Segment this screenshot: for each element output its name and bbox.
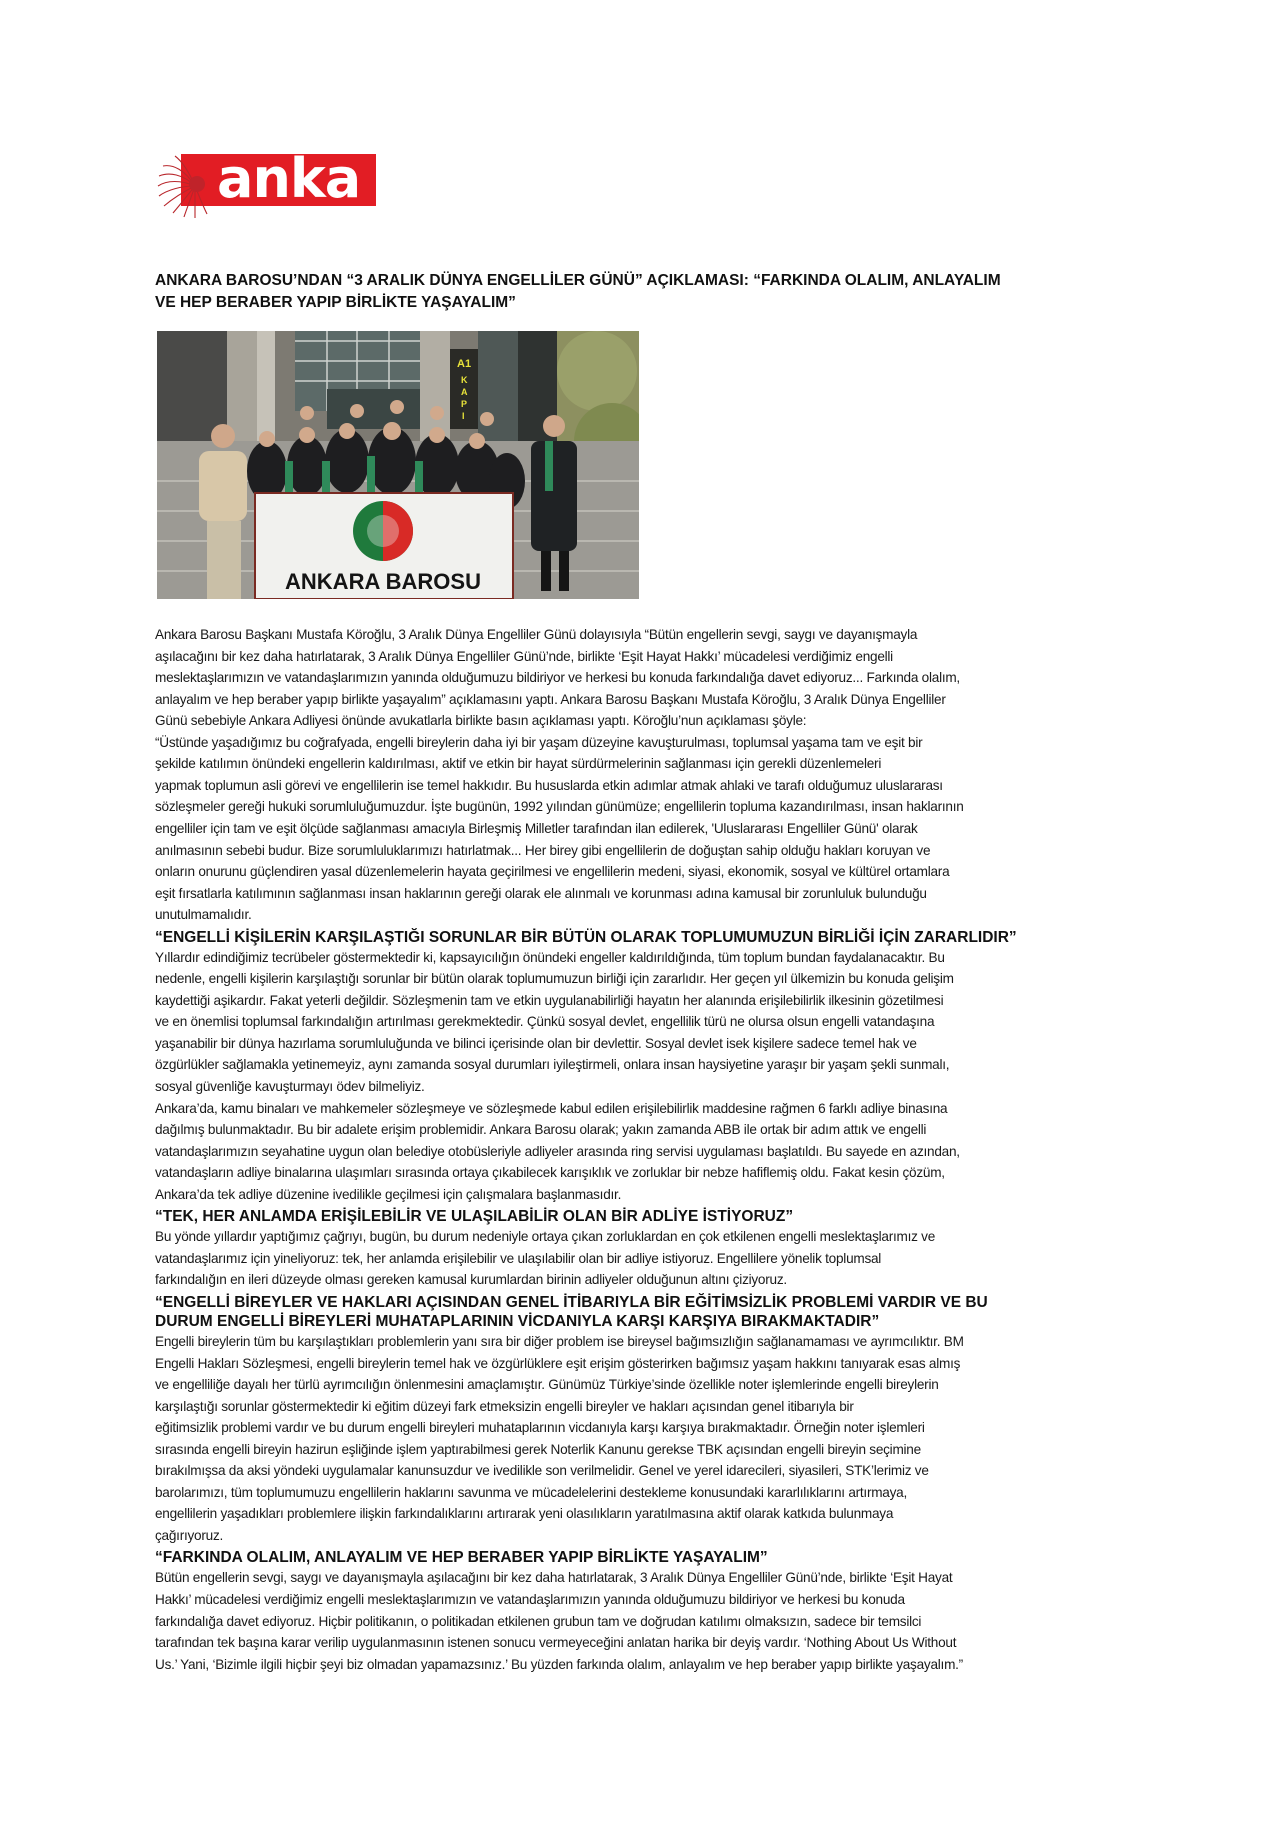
svg-text:I: I xyxy=(462,411,465,421)
paragraph-line: Günü sebebiyle Ankara Adliyesi önünde avukatlarla birlikte basın açıklaması yaptı. Köroğlu’nun açıklaması şöyle: xyxy=(155,713,807,729)
paragraph-line: Us.’ Yani, ‘Bizimle ilgili hiçbir şeyi biz olmadan yapamazsınız.’ Bu yüzden farkında olalım, anlayalım ve hep beraber yapıp birlikte yaşayalım.” xyxy=(155,1656,963,1672)
photo-banner xyxy=(255,493,513,599)
photo-illustration xyxy=(157,331,639,599)
paragraph-line: Bu yönde yıllardır yaptığımız çağrıyı, bugün, bu durum nedeniyle ortaya çıkan zorluklardan en çok etkilenen engelli meslektaşlarımız ve xyxy=(155,1229,936,1245)
paragraph-line: sosyal güvenliğe kavuşturmayı ödev bilmeliyiz. xyxy=(155,1079,425,1094)
paragraph-line: Ankara’da tek adliye düzenine ivedilikle geçilmesi için çalışmalara başlanmasıdır. xyxy=(155,1186,622,1202)
paragraph-line: yaşanabilir bir dünya hazırlama sorumluluğunda ve bilinci içerisinde olan bir devlettir. Sosyal devlet isek kişilere sadece temel hak ve xyxy=(155,1035,917,1051)
paragraph-line: vatandaşlarımızın seyahatine uygun olan belediye otobüsleriyle adliyeler arasında ring servisi uygulaması başlatıldı. Bu sayede en azından, xyxy=(155,1143,960,1159)
paragraph-line: sözleşmeler gereği hukuki sorumluluğumuzdur. İşte bugünün, 1992 yılından günümüze; engellilerin topluma kazandırılması, insan haklarının xyxy=(155,799,964,815)
svg-text:A1: A1 xyxy=(457,358,472,370)
section-heading: DURUM ENGELLİ BİREYLERİ MUHATAPLARININ VİCDANIYLA KARŞI KARŞIYA BIRAKMAKTADIR” xyxy=(155,1312,880,1330)
banner-text: ANKARA BAROSU xyxy=(285,569,481,594)
paragraph-line: onların onurunu güçlendiren yasal düzenlemelerin hayata geçirilmesi ve engellilerin medeni, siyasi, ekonomik, sosyal ve kültürel ortamlara xyxy=(155,864,950,880)
paragraph-line: engellilerin yaşadıkları problemlere ilişkin farkındalıklarını artırarak yeni olasılıkların yaratılmasına aktif olarak katkıda bulunmaya xyxy=(155,1506,894,1522)
paragraph-line: çağırıyoruz. xyxy=(155,1527,224,1543)
svg-text:A: A xyxy=(461,387,468,397)
paragraph-line: meslektaşlarımızın ve vatandaşlarımızın yanında olduğumuzu bildiriyor ve herkesi bu konuda farkındalığa davet ediyoruz... Farkında olalım, xyxy=(155,670,960,686)
paragraph-line: unutulmamalıdır. xyxy=(155,907,252,923)
paragraph-line: aşılacağını bir kez daha hatırlatarak, 3 Aralık Dünya Engelliler Günü’nde, birlikte ‘Eşit Hayat Hakkı’ mücadelesi verdiğimiz engelli xyxy=(155,648,893,664)
paragraph-line: ve engelliliğe dayalı her türlü ayrımcılığın önlenmesini amaçlamıştır. Günümüz Türkiye’sinde özellikle noter işlemlerinde engelli bireylerin xyxy=(155,1377,939,1393)
paragraph-line: kaydettiği aşikardır. Fakat yeterli değildir. Sözleşmenin tam ve etkin uygulanabilirliği hayatın her alanında erişilebilirlik ilkesinin gözetilmesi xyxy=(155,992,944,1008)
article-photo xyxy=(157,331,639,599)
paragraph-line: vatandaşların adliye binalarına ulaşımları sırasında ortaya çıkabilecek karışıklık ve zorluklar bir nebze hafiflemiş oldu. Fakat kesin çözüm, xyxy=(155,1165,945,1181)
paragraph-line: sırasında engelli bireyin hazirun eşliğinde işlem yaptırabilmesi gerek Noterlik Kanunu gerekse TBK açısından engelli bireyin seçimine xyxy=(155,1441,921,1457)
paragraph-line: Ankara Barosu Başkanı Mustafa Köroğlu, 3 Aralık Dünya Engelliler Günü dolayısıyla “Bütün engellerin sevgi, saygı ve dayanışmayla xyxy=(155,627,918,642)
paragraph-line: Hakkı’ mücadelesi verdiğimiz engelli meslektaşlarımızın ve vatandaşlarımızın yanında olduğumuzu bildiriyor ve herkesi bu konuda xyxy=(155,1592,905,1607)
title-line: VE HEP BERABER YAPIP BİRLİKTE YAŞAYALIM” xyxy=(155,294,516,311)
paragraph-line: özgürlükler sağlamakla yetinemeyiz, aynı zamanda sosyal durumları iyileştirmeli, onlara insan haysiyetine yaraşır bir yaşam şekli sunmalı, xyxy=(155,1057,950,1073)
paragraph-line: anılmasının sebebi budur. Bize sorumluluklarımızı hatırlatmak... Her birey gibi engellilerin de doğuştan sahip olduğu hakları koruyan ve xyxy=(155,842,931,858)
paragraph-line: bırakılmışsa da aksi yöndeki uygulamalar kanunsuzdur ve ivedilikle son verilmelidir. Genel ve yerel idarecileri, siyasileri, STK’lerimiz ve xyxy=(155,1463,929,1479)
logo-text: anka xyxy=(217,147,361,210)
paragraph-line: eşit fırsatlarla katılımının sağlanması insan haklarının gereği olarak ele alınmalı ve korunması adına kamusal bir zorunluluk bulunduğu xyxy=(155,885,927,901)
paragraph-line: vatandaşlarımız için yineliyoruz: tek, her anlamda erişilebilir ve ulaşılabilir olan bir adliye istiyoruz. Engellilere yönelik toplumsal xyxy=(155,1250,882,1266)
title-line: ANKARA BAROSU’NDAN “3 ARALIK DÜNYA ENGELLİLER GÜNÜ” AÇIKLAMASI: “FARKINDA OLALIM, ANLAYALIM xyxy=(155,272,1001,289)
section-heading: “ENGELLİ KİŞİLERİN KARŞILAŞTIĞI SORUNLAR BİR BÜTÜN OLARAK TOPLUMUMUZUN BİRLİĞİ İÇİN ZARARLIDIR” xyxy=(155,928,1017,946)
svg-text:K: K xyxy=(461,375,468,385)
paragraph-line: Ankara’da, kamu binaları ve mahkemeler sözleşmeye ve sözleşmede kabul edilen erişilebilirlik maddesine rağmen 6 farklı adliye binasına xyxy=(155,1100,948,1116)
paragraph-line: Engelli Hakları Sözleşmesi, engelli bireylerin temel hak ve özgürlüklere eşit erişim gösterirken bağımsız yaşam hakkını tanıyarak esas almış xyxy=(155,1355,961,1371)
paragraph-line: farkındalığın en ileri düzeyde olması gereken kamusal kurumlardan birinin adliyeler olduğunun altını çiziyoruz. xyxy=(155,1272,787,1288)
paragraph-line: dağılmış bulunmaktadır. Bu bir adalete erişim problemidir. Ankara Barosu olarak; yakın zamanda ABB ile ortak bir adım attık ve engelli xyxy=(155,1122,927,1138)
paragraph-line: engelliler için tam ve eşit ölçüde sağlanması amacıyla Birleşmiş Milletler tarafından ilan edilerek, 'Uluslararası Engelliler Günü' olarak xyxy=(155,820,918,836)
svg-text:P: P xyxy=(461,399,468,409)
paragraph-line: “Üstünde yaşadığımız bu coğrafyada, engelli bireylerin daha iyi bir yaşam düzeyine kavuşturulması, toplumsal yaşama tam ve eşit bir xyxy=(155,734,923,750)
paragraph-line: şekilde katılımın önündeki engellerin kaldırılması, aktif ve etkin bir hayat sürdürmelerinin sağlanması için gerekli düzenlemeleri xyxy=(155,756,882,772)
paragraph-line: yapmak toplumun asli görevi ve engellilerin ise temel hakkıdır. Bu hususlarda etkin adımlar atmak ahlaki ve tarafı olduğumuz uluslararası xyxy=(155,777,943,793)
paragraph-line: karşılaştığı sorunlar göstermektedir ki eğitim düzeyi fark etmeksizin engelli bireyler ve hakları açısından genel itibarıyla bir xyxy=(155,1398,854,1414)
paragraph-line: nedenle, engelli kişilerin karşılaştığı sorunlar bir bütün olarak toplumumuzun birliği için zararlıdır. Her geçen yıl ülkemizin bu konuda gelişim xyxy=(155,971,954,987)
section-heading: “TEK, HER ANLAMDA ERİŞİLEBİLİR VE ULAŞILABİLİR OLAN BİR ADLİYE İSTİYORUZ” xyxy=(155,1208,794,1226)
paragraph-line: Bütün engellerin sevgi, saygı ve dayanışmayla aşılacağını bir kez daha hatırlatarak, 3 Aralık Dünya Engelliler Günü’nde, birlikte ‘Eşit Hayat xyxy=(155,1570,953,1586)
paragraph-line: tarafından tek başına karar verilip uygulanmasının istenen sonucu vermeyeceğini anlatan harika bir deyiş vardır. ‘Nothing About Us Without xyxy=(155,1635,957,1651)
section-heading: “ENGELLİ BİREYLER VE HAKLARI AÇISINDAN GENEL İTİBARIYLA BİR EĞİTİMSİZLİK PROBLEMİ VARDIR VE BU xyxy=(155,1293,988,1311)
paragraph-line: ve en önemlisi toplumsal farkındalığın artırılması gerekmektedir. Çünkü sosyal devlet, engellilik türü ne olursa olsun engelli vatandaşına xyxy=(155,1014,935,1030)
paragraph-line: farkındalığa davet ediyoruz. Hiçbir politikanın, o politikadan etkilenen grubun tam ve doğrudan katılımı olmaksızın, sadece bir temsilci xyxy=(155,1613,922,1629)
paragraph-line: barolarımızı, tüm toplumumuzu engellilerin haklarını savunma ve mücadelelerini destekleme konusundaki kararlılıklarını artırmaya, xyxy=(155,1484,908,1500)
paragraph-line: Yıllardır edindiğimiz tecrübeler göstermektedir ki, kapsayıcılığın önündeki engeller kaldırıldığında, tüm toplum bundan faydalanacaktır. Bu xyxy=(155,949,945,965)
paragraph-line: Engelli bireylerin tüm bu karşılaştıkları problemlerin yanı sıra bir diğer problem ise bireysel bağımsızlığın sağlanamaması ve ayrımcılıktır. BM xyxy=(155,1333,964,1349)
anka-logo xyxy=(155,147,380,222)
paragraph-line: eğitimsizlik problemi vardır ve bu durum engelli bireyleri muhataplarının vicdanıyla karşı karşıya bırakmaktadır. Örneğin noter işlemleri xyxy=(155,1420,925,1436)
paragraph-line: anlayalım ve hep beraber yapıp birlikte yaşayalım” açıklamasını yaptı. Ankara Barosu Başkanı Mustafa Köroğlu, 3 Aralık Dünya Engelliler xyxy=(155,691,946,707)
section-heading: “FARKINDA OLALIM, ANLAYALIM VE HEP BERABER YAPIP BİRLİKTE YAŞAYALIM” xyxy=(155,1549,768,1567)
